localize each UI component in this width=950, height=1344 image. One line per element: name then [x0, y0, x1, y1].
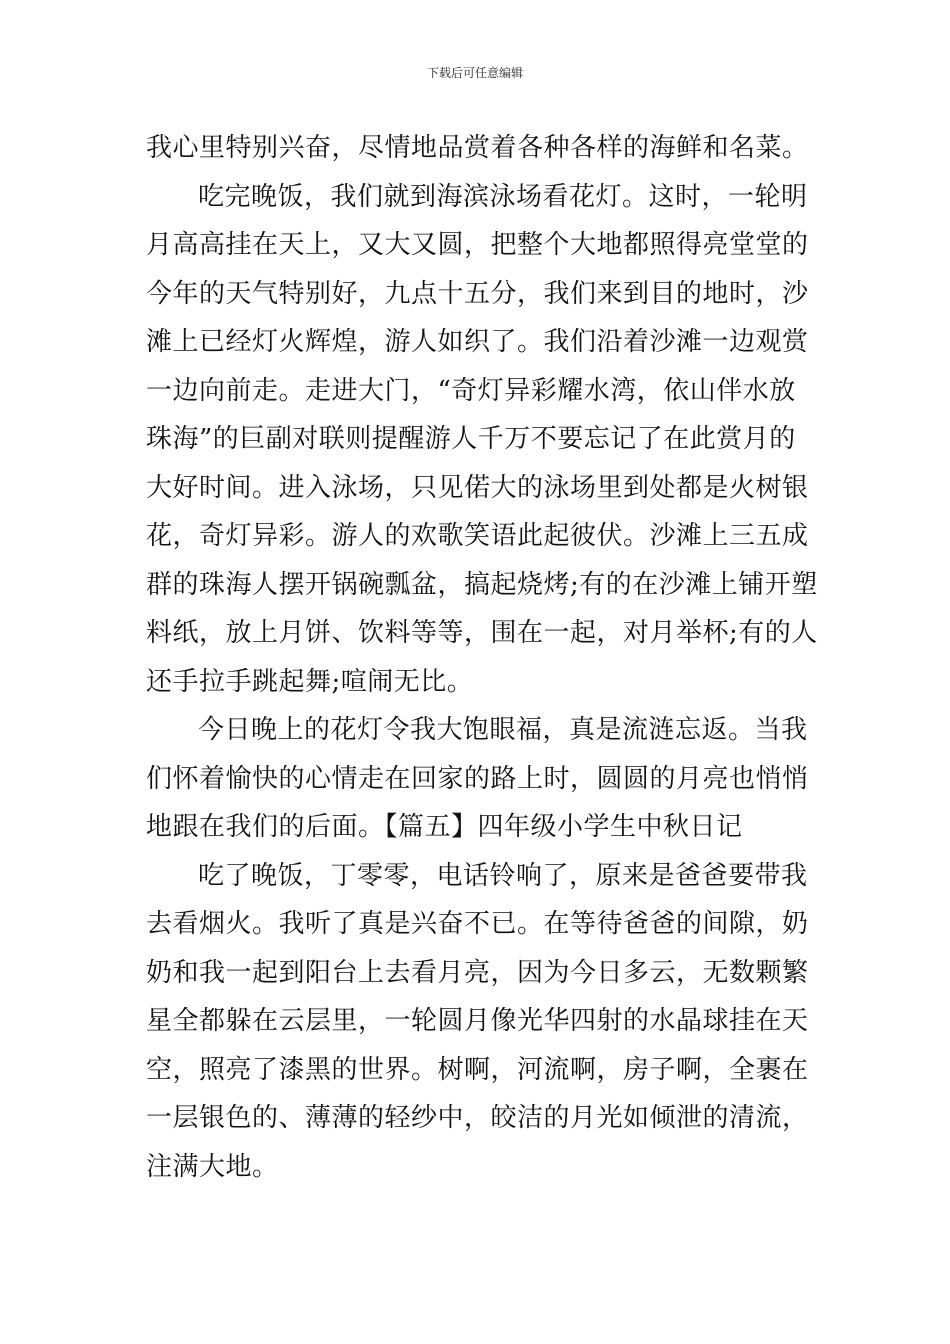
text-line: 空，照亮了漆黑的世界。树啊，河流啊，房子啊，全裹在 [146, 1054, 809, 1085]
text-line: 们怀着愉快的心情走在回家的路上时，圆圆的月亮也悄悄 [146, 763, 809, 794]
text-line: 吃了晚饭，丁零零，电话铃响了，原来是爸爸要带我 [198, 860, 808, 891]
text-line: 我心里特别兴奋，尽情地品赏着各种各样的海鲜和名菜。 [146, 133, 809, 163]
text-line: 一边向前走。走进大门，“奇灯异彩耀水湾，依山伴水放 [146, 375, 796, 406]
text-line: 去看烟火。我听了真是兴奋不已。在等待爸爸的间隙，奶 [146, 909, 809, 939]
text-line: 大好时间。进入泳场，只见偌大的泳场里到处都是火树银 [146, 472, 809, 503]
text-line: 还手拉手跳起舞;喧闹无比。 [146, 666, 474, 697]
text-line: 珠海”的巨副对联则提醒游人千万不要忘记了在此赏月的 [146, 424, 796, 454]
page-header: 下载后可任意编辑 [426, 66, 523, 80]
text-line: 星全都躲在云层里，一轮圆月像光华四射的水晶球挂在天 [146, 1006, 809, 1036]
text-line: 注满大地。 [146, 1151, 279, 1182]
text-line: 地跟在我们的后面。【篇五】四年级小学生中秋日记 [146, 812, 743, 842]
text-line: 花，奇灯异彩。游人的欢歌笑语此起彼伏。沙滩上三五成 [146, 521, 809, 551]
text-line: 今日晚上的花灯令我大饱眼福，真是流涟忘返。当我 [198, 715, 808, 745]
text-line: 吃完晚饭，我们就到海滨泳场看花灯。这时，一轮明 [198, 181, 808, 212]
text-line: 月高高挂在天上，又大又圆，把整个大地都照得亮堂堂的 [146, 230, 809, 260]
text-line: 奶和我一起到阳台上去看月亮，因为今日多云，无数颗繁 [146, 957, 809, 988]
text-line: 料纸，放上月饼、饮料等等，围在一起，对月举杯;有的人 [146, 618, 818, 648]
text-line: 滩上已经灯火辉煌，游人如织了。我们沿着沙滩一边观赏 [146, 327, 809, 357]
text-line: 群的珠海人摆开锅碗瓢盆，搞起烧烤;有的在沙滩上铺开塑 [146, 569, 818, 600]
text-line: 今年的天气特别好，九点十五分，我们来到目的地时，沙 [146, 278, 809, 309]
text-line: 一层银色的、薄薄的轻纱中，皎洁的月光如倾泄的清流， [146, 1103, 809, 1133]
document-body [146, 124, 818, 1191]
